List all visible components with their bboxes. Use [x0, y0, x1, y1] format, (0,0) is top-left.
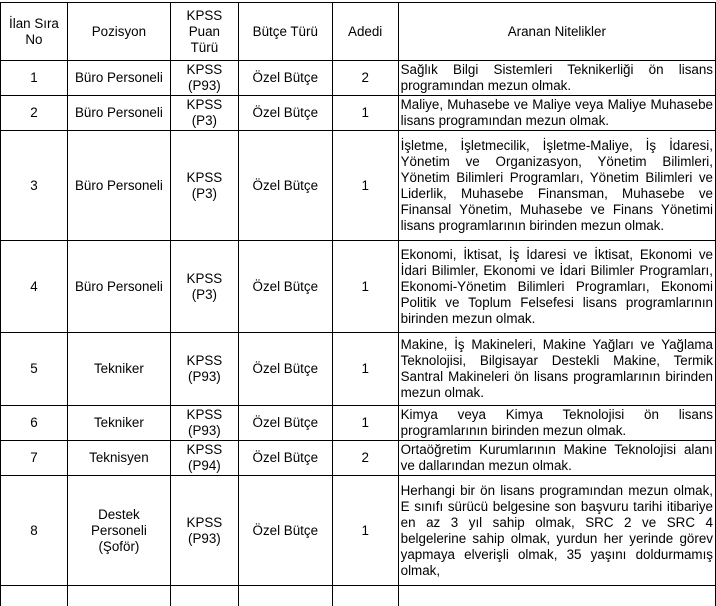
- cell-qualifications: Makine, İş Makineleri, Makine Yağları ve Yağlama Teknolojisi, Bilgisayar Destekli Makine, Termik Santral Makineleri ön lisans programlarının birinden mezun olmak.: [398, 333, 715, 406]
- cell-no: 6: [1, 406, 68, 441]
- cell-score-type: KPSS (P93): [170, 476, 238, 586]
- cell-budget-type: Özel Bütçe: [238, 333, 332, 406]
- cell-budget-type: Özel Bütçe: [238, 61, 332, 96]
- cell-score-type: KPSS (P94): [170, 441, 238, 476]
- cell-no: 4: [1, 241, 68, 333]
- cell-position: [67, 586, 170, 606]
- cell-no: 8: [1, 476, 68, 586]
- cell-qualifications: Ekonomi, İktisat, İş İdaresi ve İktisat, Ekonomi ve İdari Bilimler, Ekonomi ve İdari Bilimler Programları, Ekonomi-Yönetim Bilimleri Programları, Ekonomi Politik ve Toplum Felsefesi lisans programlarının birinden mezun olmak.: [398, 241, 715, 333]
- cell-position: Büro Personeli: [67, 131, 170, 241]
- cell-position: Tekniker: [67, 333, 170, 406]
- header-no: İlan Sıra No: [1, 3, 68, 61]
- cell-count: [332, 586, 398, 606]
- header-score-type: KPSS Puan Türü: [170, 3, 238, 61]
- cell-no: 2: [1, 96, 68, 131]
- cell-score-type: KPSS (P3): [170, 241, 238, 333]
- cell-score-type: KPSS (P93): [170, 406, 238, 441]
- cell-score-type: [170, 586, 238, 606]
- cell-budget-type: Özel Bütçe: [238, 476, 332, 586]
- cell-count: 1: [332, 241, 398, 333]
- table-row-partial: [1, 586, 716, 606]
- cell-qualifications: Maliye, Muhasebe ve Maliye veya Maliye Muhasebe lisans programından mezun olmak.: [398, 96, 715, 131]
- cell-count: 2: [332, 61, 398, 96]
- cell-qualifications: Ortaöğretim Kurumlarının Makine Teknolojisi alanı ve dallarından mezun olmak.: [398, 441, 715, 476]
- cell-count: 1: [332, 333, 398, 406]
- cell-score-type: KPSS (P3): [170, 96, 238, 131]
- cell-budget-type: Özel Bütçe: [238, 241, 332, 333]
- cell-no: [1, 586, 68, 606]
- cell-qualifications: Kimya veya Kimya Teknolojisi ön lisans programlarının birinden mezun olmak.: [398, 406, 715, 441]
- table-row: [1, 241, 716, 333]
- cell-score-type: KPSS (P93): [170, 333, 238, 406]
- table-row: [1, 441, 716, 476]
- header-row: [1, 3, 716, 61]
- table-row: [1, 476, 716, 586]
- cell-no: 5: [1, 333, 68, 406]
- cell-position: Büro Personeli: [67, 241, 170, 333]
- cell-position: Büro Personeli: [67, 96, 170, 131]
- cell-position: Tekniker: [67, 406, 170, 441]
- header-qualifications: Aranan Nitelikler: [398, 3, 715, 61]
- table-row: [1, 96, 716, 131]
- header-position: Pozisyon: [67, 3, 170, 61]
- cell-position: Büro Personeli: [67, 61, 170, 96]
- table-row: [1, 131, 716, 241]
- cell-score-type: KPSS (P93): [170, 61, 238, 96]
- cell-budget-type: Özel Bütçe: [238, 96, 332, 131]
- cell-count: 1: [332, 476, 398, 586]
- header-budget-type: Bütçe Türü: [238, 3, 332, 61]
- cell-budget-type: Özel Bütçe: [238, 406, 332, 441]
- cell-qualifications: İşletme, İşletmecilik, İşletme-Maliye, İş İdaresi, Yönetim ve Organizasyon, Yönetim Bilimleri, Yönetim Bilimleri Programları, Yönetim Bilimleri ve Liderlik, Muhasebe Finansman, Muhasebe ve Finansal Yönetim, Muhasebe ve Finans Yönetimi lisans programlarının birinden mezun olmak.: [398, 131, 715, 241]
- job-postings-table: [0, 2, 716, 606]
- header-count: Adedi: [332, 3, 398, 61]
- cell-position: Teknisyen: [67, 441, 170, 476]
- cell-qualifications: Herhangi bir ön lisans programından mezun olmak, E sınıfı sürücü belgesine son başvuru tarihi itibariye en az 3 yıl sahip olmak, SRC 2 ve SRC 4 belgelerine sahip olmak, yurdun her yerinde görev yapmaya elverişli olmak, 35 yaşını doldurmamış olmak,: [398, 476, 715, 586]
- cell-score-type: KPSS (P3): [170, 131, 238, 241]
- cell-qualifications: [398, 586, 715, 606]
- cell-qualifications: Sağlık Bilgi Sistemleri Teknikerliği ön lisans programından mezun olmak.: [398, 61, 715, 96]
- cell-budget-type: [238, 586, 332, 606]
- table-row: [1, 61, 716, 96]
- cell-budget-type: Özel Bütçe: [238, 131, 332, 241]
- table-row: [1, 406, 716, 441]
- cell-count: 1: [332, 131, 398, 241]
- cell-no: 3: [1, 131, 68, 241]
- cell-count: 1: [332, 406, 398, 441]
- table-row: [1, 333, 716, 406]
- cell-position: Destek Personeli (Şoför): [67, 476, 170, 586]
- cell-count: 2: [332, 441, 398, 476]
- cell-budget-type: Özel Bütçe: [238, 441, 332, 476]
- cell-no: 7: [1, 441, 68, 476]
- cell-no: 1: [1, 61, 68, 96]
- cell-count: 1: [332, 96, 398, 131]
